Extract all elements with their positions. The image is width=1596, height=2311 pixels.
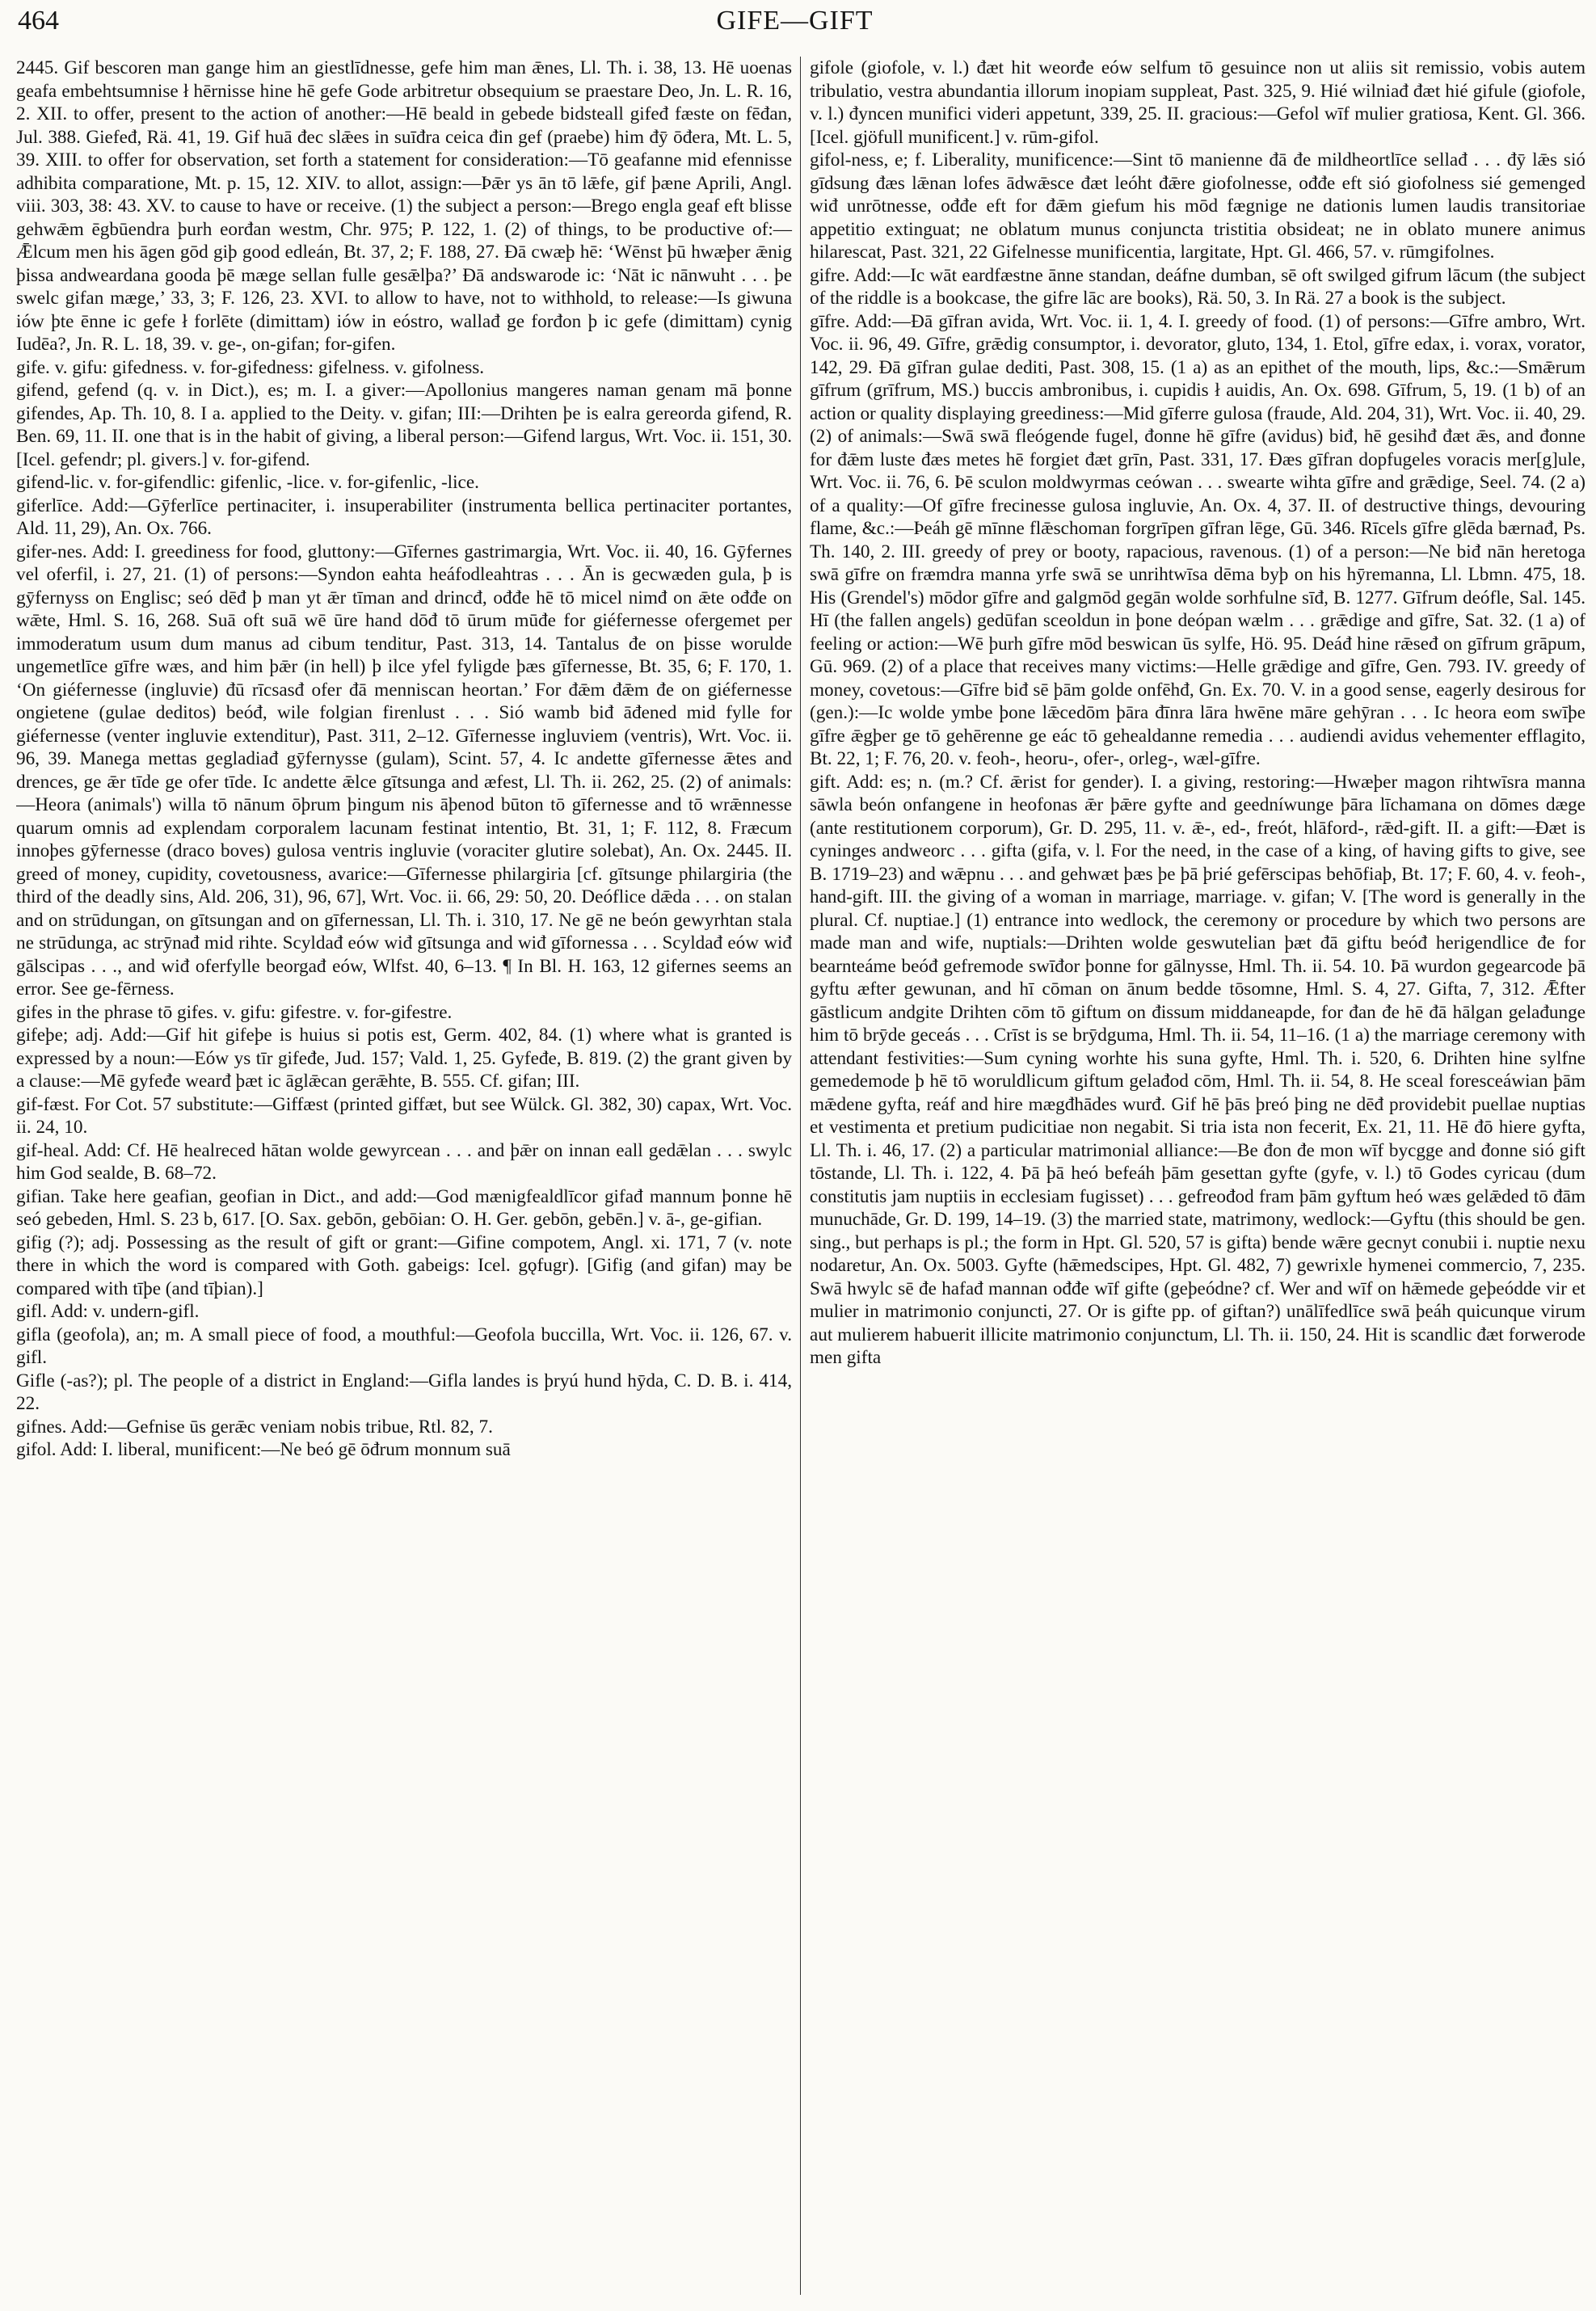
dictionary-entry: gīfre. Add:—Đā gīfran avida, Wrt. Voc. ii. 1, 4. I. greedy of food. (1) of persons:—Gīfre ambro, Wrt. Voc. ii. 96, 49. Gīfre, grǣdig consumptor, i. devorator, gluto, 134, 1. Etol, gīfre edax, i. vorax, vorator, 142, 29. Đā gīfran gulae dediti, Past. 308, 15. (1 a) as an epithet of the mouth, lips, &c.:—Smǣrum gīfrum (grīfrum, MS.) buccis ambronibus, i. cupidis ł auidis, An. Ox. 698. Gīfrum, 5, 19. (1 b) of an action or quality displaying greediness:—Mid gīferre gulosa (fraude, Ald. 204, 31), Wrt. Voc. ii. 40, 29. (2) of animals:—Swā swā fleógende fugel, đonne hē gīfre (avidus) biđ, hē gesihđ đæt ǣs, and đonne for đǣm luste đæs metes hē forgiet đæt grīn, Past. 331, 17. Đæs gīfran dopfugeles voracis mer[g]ule, Wrt. Voc. ii. 76, 6. Þē sculon moldwyrmas ceówan . . . swearte wihta gīfre and grǣdige, Seel. 74. (2 a) of a quality:—Of gīfre frecinesse gulosa ingluvie, An. Ox. 4, 37. II. of destructive things, devouring flame, &c.:—Þeáh gē mīnne flǣschoman forgrīpen gīfran lēge, Gū. 346. Rīcels gīfre glēda bærnađ, Ps. Th. 140, 2. III. greedy of prey or booty, rapacious, ravenous. (1) of a person:—Ne biđ nān heretoga swā gīfre on fræmdra manna yrfe swā se unrihtwīsa dēma byþ on his hȳremanna, Ll. Lbmn. 475, 18. His (Grendel's) mōdor gīfre and galgmōd gegān wolde sorhfulne sīđ, B. 1277. Gīfrum deófle, Sal. 145. Hī (the fallen angels) gedūfan sceoldun in þone deópan wælm . . . grǣdige and gīfre, Sat. 32. (1 a) of feeling or action:—Wē þurh gīfre mōd beswican ūs sylfe, Hö. 95. Deáđ hine rǣseđ on gīfrum grāpum, Gū. 969. (2) of a place that receives many victims:—Helle grǣdige and gīfre, Gen. 793. IV. greedy of money, covetous:—Gīfre biđ sē þām golde onfēhđ, Gn. Ex. 70. V. in a good sense, eagerly desirous for (gen.):—Ic wolde ymbe þone lǣcedōm þāra đīnra lāra hwēne māre gehȳran . . . Ic heora eom swīþe gīfre ǣgþer ge tō gehērenne ge eác tō gehealdanne remedia . . . audiendi avidus vehementer efflagito, Bt. 22, 1; F. 76, 20. v. feoh-, heoru-, ofer-, orleg-, wæl-gīfre. — [810, 310, 1585, 769]
dictionary-entry: gifnes. Add:—Gefnise ūs gerǣc veniam nobis tribue, Rtl. 82, 7. — [16, 1416, 493, 1438]
dictionary-entry: gifre. Add:—Ic wāt eardfæstne ānne standan, deáfne dumban, sē oft swilged gifrum lācum (the subject of the riddle is a bookcase, the gifre lāc are books), Rä. 50, 3. In Rä. 27 a book is the subject. — [810, 264, 1585, 309]
page-number: 464 — [18, 6, 59, 36]
dictionary-entry: 2445. Gif bescoren man gange him an giestlīdnesse, gefe him man ǣnes, Ll. Th. i. 38, 13. Hē uoenas geafa embehtsumnise ł hērnisse hine hē gefe Gode arbitretur obsequium se praestare Deo, Jn. L. R. 16, 2. XII. to offer, present to the action of another:—Hē beald in gebede bidsteall gifeđ fæste on fēđan, Jul. 388. Giefeđ, Rä. 41, 19. Gif huā đec slǣes in suīđra ceica đin gef (praebe) him đȳ ōđera, Mt. L. 5, 39. XIII. to offer for observation, set forth a statement for consideration:—Tō geafanne mid efennisse adhibita comparatione, Mt. p. 15, 12. XIV. to allot, assign:—Þǣr ys ān tō lǣfe, gif þæne Aprili, Angl. viii. 303, 38: 43. XV. to cause to have or receive. (1) the subject a person:—Brego engla geaf eft blisse gehwǣm ēgbūendra þurh eorđan westm, Chr. 975; P. 122, 1. (2) of things, to be productive of:—Ǣlcum men his āgen gōd giþ good edleán, Bt. 37, 2; F. 188, 27. Đā cwæþ hē: ‘Wēnst þū hwæþer ǣnig þissa andweardana gooda þē mæge sellan fulle gesǣlþa?’ Đā andswarode ic: ‘Nāt ic nānwuht . . . þe swelc gifan mæge,’ 33, 3; F. 126, 23. XVI. to allow to have, not to withhold, to release:—Is giwuna iów þte ēnne ic gefe ł forlēte (dimittam) iów in eóstro, wallađ ge forđon þ ic gefe (dimittam) cynig Iudēa?, Jn. R. L. 18, 39. v. ge-, on-gifan; for-gifen. — [16, 57, 792, 355]
dictionary-entry: gifer-nes. Add: I. greediness for food, gluttony:—Gīfernes gastrimargia, Wrt. Voc. ii. 40, 16. Gȳfernes vel oferfil, i. 27, 21. (1) of persons:—Syndon eahta heáfodleahtras . . . Ān is gecwæden gula, þ is gȳfernyss on Englisc; seó dēđ þ man yt ǣr tīman and drincđ, ođđe hē tō micel nimđ on ǣte ođđe on wǣte, Hml. S. 16, 268. Suā oft suā wē ūre hand dōđ tō ūrum mūđe for giéfernesse ofergemet per immoderatum usum dum manus ad cibum tenditur, Past. 313, 14. Tantalus đe on þisse worulde ungemetlīce gīfre wæs, and him þǣr (in hell) þ ilce yfel fyligde þæs gīfernesse, Bt. 35, 6; F. 170, 1. ‘On giéfernesse (ingluvie) đū rīcsasđ ofer đā menniscan heortan.’ For đǣm đǣm đe on giéfernesse ongietene (gulae deditos) beóđ, wile folgian firenlust . . . Sió wamb biđ āđened mid fylle for giéfernesse (venter ingluvie extenditur), Past. 311, 2–12. Gīfernesse ingluviem (ventris), Wrt. Voc. ii. 96, 39. Manega mettas gegladiađ gȳfernysse (gulam), Scint. 57, 4. Ic andette gīfernesse ǣtes and drences, ge ǣr tīde ge ofer tīde. Ic andette ǣlce gītsunga and æfest, Ll. Th. ii. 262, 25. (2) of animals:—Heora (animals') willa tō nānum ōþrum þingum nis āþenod būton tō gīfernesse and tō wrǣnnesse quarum omnis ad explendam corporalem lacunam festinat intentio, Bt. 31, 1; F. 112, 8. Fræcum innoþes gȳfernesse (draco boves) gulosa ventris ingluvie (voraciter glutire solebat), An. Ox. 2445. II. greed of money, cupidity, covetousness, avarice:—Gīfernesse philargiria [cf. gītsunge philargiria (the third of the deadly sins, Ald. 206, 31), 96, 67], Wrt. Voc. ii. 66, 29: 50, 20. Deóflice dǣda . . . on stalan and on strūdungan, on gītsungan and on gīfernessan, Ll. Th. i. 310, 17. Ne gē ne beón gewyrhtan stala ne strūdunga, ac strȳnađ mid rihte. Scyldađ eów wiđ gītsunga and wiđ gīfornessa . . . Scyldađ eów wiđ gālscipas . . ., and wiđ oferfylle beorgađ eów, Wlfst. 40, 6–13. ¶ In Bl. H. 163, 12 gifernes seems an error. See ge-fērness. — [16, 541, 792, 1000]
dictionary-entry: gif-heal. Add: Cf. Hē healreced hātan wolde gewyrcean . . . and þǣr on innan eall gedǣlan . . . swylc him God sealde, B. 68–72. — [16, 1139, 792, 1184]
dictionary-entry: gife. v. gifu: gifedness. v. for-gifedness: gifelness. v. gifolness. — [16, 356, 485, 378]
dictionary-entry: gif-fæst. For Cot. 57 substitute:—Giffæst (printed giffæt, but see Wülck. Gl. 382, 30) capax, Wrt. Voc. ii. 24, 10. — [16, 1093, 792, 1138]
left-column — [16, 57, 800, 2295]
dictionary-entry: gifl. Add: v. undern-gifl. — [16, 1301, 200, 1322]
dictionary-entry: gifend, gefend (q. v. in Dict.), es; m. I. a giver:—Apollonius mangeres naman genam mā þonne gifendes, Ap. Th. 10, 8. I a. applied to the Deity. v. gifan; III:—Drihten þe is ealra gereorda gifend, R. Ben. 69, 11. II. one that is in the habit of giving, a liberal person:—Gifend largus, Wrt. Voc. ii. 151, 30. [Icel. gefendr; pl. givers.] v. for-gifend. — [16, 380, 792, 470]
dictionary-entry: gifes in the phrase tō gifes. v. gifu: gifestre. v. for-gifestre. — [16, 1001, 453, 1023]
page-header — [18, 2, 1572, 44]
dictionary-entry: Gifle (-as?); pl. The people of a district in England:—Gifla landes is þryú hund hȳda, C. D. B. i. 414, 22. — [16, 1370, 792, 1414]
dictionary-entry: gifend-lic. v. for-gifendlic: gifenlic, -lice. v. for-gifenlic, -lice. — [16, 472, 479, 493]
text-columns — [16, 57, 1585, 2295]
dictionary-entry: gifol-ness, e; f. Liberality, munificence:—Sint tō manienne đā đe mildheortlīce sellađ . . . đȳ lǣs sió gīdsung đæs lǣnan lofes ādwǣsce đæt leóht đǣre giofolnesse, ođđe eft sió giofolness sié gemenged wiđ unrōtnesse, ođđe eft for đǣm giefum his mōd fægnige ne dationis lumen laudis transitoriae appetitio extinguat; ne oblatum munus conjuncta tristitia obsideat; ne in oblato munere animus hilarescat, Past. 321, 22 Gifelnesse munificentia, largitate, Hpt. Gl. 466, 57. v. rūmgifolnes. — [810, 149, 1585, 263]
dictionary-entry: giferlīce. Add:—Gȳferlīce pertinaciter, i. insuperabiliter (instrumenta bellica pertinaciter portantes, Ald. 11, 29), An. Ox. 766. — [16, 495, 792, 539]
dictionary-entry: gifla (geofola), an; m. A small piece of food, a mouthful:—Geofola buccilla, Wrt. Voc. ii. 126, 67. v. gifl. — [16, 1324, 792, 1368]
dictionary-entry: gift. Add: es; n. (m.? Cf. ǣrist for gender). I. a giving, restoring:—Hwæþer magon rihtwīsra manna sāwla beón onfangene in heofonas ǣr þǣre gyfte and geedníwunge þāra līchamana on dōmes dæge (ante restitutionem corporum), Gr. D. 295, 11. v. ǣ-, ed-, freót, hlāford-, rǣd-gift. II. a gift:—Đæt is cyninges andweorc . . . gifta (gifa, v. l. For the need, in the case of a king, of having gifts to give, see B. 1719–23) and wǣpnu . . . and gehwæt þæs þe þā þrié gefērscipas behōfiaþ, Bt. 17; F. 60, 4. v. feoh-, hand-gift. III. the giving of a woman in marriage, marriage. v. gifan; V. [The word is generally in the plural. Cf. nuptiae.] (1) entrance into wedlock, the ceremony or procedure by which two persons are made man and wife, nuptials:—Drihten wolde geswutelian þæt đā giftu beóđ herigendlice đe for bearnteáme beóđ gefremode swīđor þonne for gālnysse, Hml. Th. ii. 54. 10. Þā wurdon gegearcode þā gyftu æfter gewunan, and hī cōman on ānum bedde tōsomne, Hml. S. 4, 27. Gifta, 7, 312. Ǣfter gāstlicum andgite Drihten cōm tō giftum on đissum middaneарde, for đan đe hē đā hālgan gelađunge him tō brȳde geceás . . . Crīst is se brȳdguma, Hml. Th. ii. 54, 11–16. (1 a) the marriage ceremony with attendant festivities:—Sum cyning worhte his suna gyfte, Hml. Th. i. 520, 6. Drihten hine sylfne gemedemode þ hē tō woruldlicum giftum gelađod cōm, Hml. Th. ii. 54, 8. He sceal foresceáwian þām mǣdene gyfta, reáf and hire mægđhādes wurđ. Gif hē þās þreó þing ne dēđ providebit puellae nuptias et vestimenta et pretium pudicitiae non negabit. Si tria ista non fecerit, Ex. 21, 11. Hē đō hiere gyfta, Ll. Th. i. 46, 17. (2) a particular matrimonial alliance:—Be đon đe mon wīf bycgge and đonne sió gift tōstande, Ll. Th. i. 122, 4. Þā þā heó befeáh þām gesettan gyfte (gyfe, v. l.) tō Godes cyricau (dum constitutis jam nuptiis in ecclesiam fugisset) . . . gefreođod fram þām gyftum heó wæs gelǣded tō đām munuchāde, Gr. D. 199, 14–19. (3) the married state, matrimony, wedlock:—Gyftu (this should be gen. sing., but perhaps is pl.; the form in Hpt. Gl. 520, 57 is gifta) bende wǣre gecnyt conubii i. nuptie nexu nodaretur, An. Ox. 5003. Gyfte (hǣmedscipes, Hpt. Gl. 482, 7) gewrixle hymenei commercio, 7, 235. Swā hwylc sē đe hafađ mannan ođđe wīf gifte (geþeódne? cf. Wer and wīf on hǣmede geþeódde vir et mulier in matrimonio conjuncti, 27. Or is gifte pp. of giftan?) unālīfedlīce swā þeáh quicunque virum aut mulierem habuerit illicite matrimonio conjunctum, Ll. Th. ii. 150, 24. Hit is scandlic đæt forwerode men gifta — [810, 771, 1585, 1368]
dictionary-entry: gifol. Add: I. liberal, munificent:—Ne beó gē ōđrum monnum suā — [16, 1439, 511, 1460]
running-title: GIFE—GIFT — [716, 6, 874, 36]
dictionary-entry: gifig (?); adj. Possessing as the result of gift or grant:—Gifine compotem, Angl. xi. 171, 7 (v. note there in which the word is compared with Goth. gabeigs: Icel. gǫfugr). [Gifig (and gifan) may be compared with tīþe (and tīþian).] — [16, 1231, 792, 1299]
dictionary-entry: gifian. Take here geafian, geofian in Dict., and add:—God mænigfealdlīcor gifađ mannum þonne hē seó gebeden, Hml. S. 23 b, 617. [O. Sax. gebōn, gebōian: O. H. Ger. gebōn, gebēn.] v. ā-, ge-gifian. — [16, 1185, 792, 1230]
dictionary-entry: gifole (giofole, v. l.) đæt hit weorđe eów selfum tō gesuince non ut aliis sit remissio, vobis autem tribulatio, vestra abundantia illorum inopiam suppleat, Past. 325, 9. Hié wilniađ đæt hié gifule (giofole, v. l.) đyncen munifici videri appetunt, 339, 25. II. gracious:—Gefol wīf mulier gratiosa, Kent. Gl. 366. [Icel. gjöfull munificent.] v. rūm-gifol. — [810, 57, 1585, 148]
dictionary-entry: gifeþe; adj. Add:—Gif hit gifeþe is huius si potis est, Germ. 402, 84. (1) where what is granted is expressed by a noun:—Eów ys tīr gifeđe, Jud. 157; Vald. 1, 25. Gyfeđe, B. 819. (2) the grant given by a clause:—Mē gyfeđe wearđ þæt ic āglǣcan gerǣhte, B. 555. Cf. gifan; III. — [16, 1025, 792, 1092]
right-column — [801, 57, 1585, 2295]
